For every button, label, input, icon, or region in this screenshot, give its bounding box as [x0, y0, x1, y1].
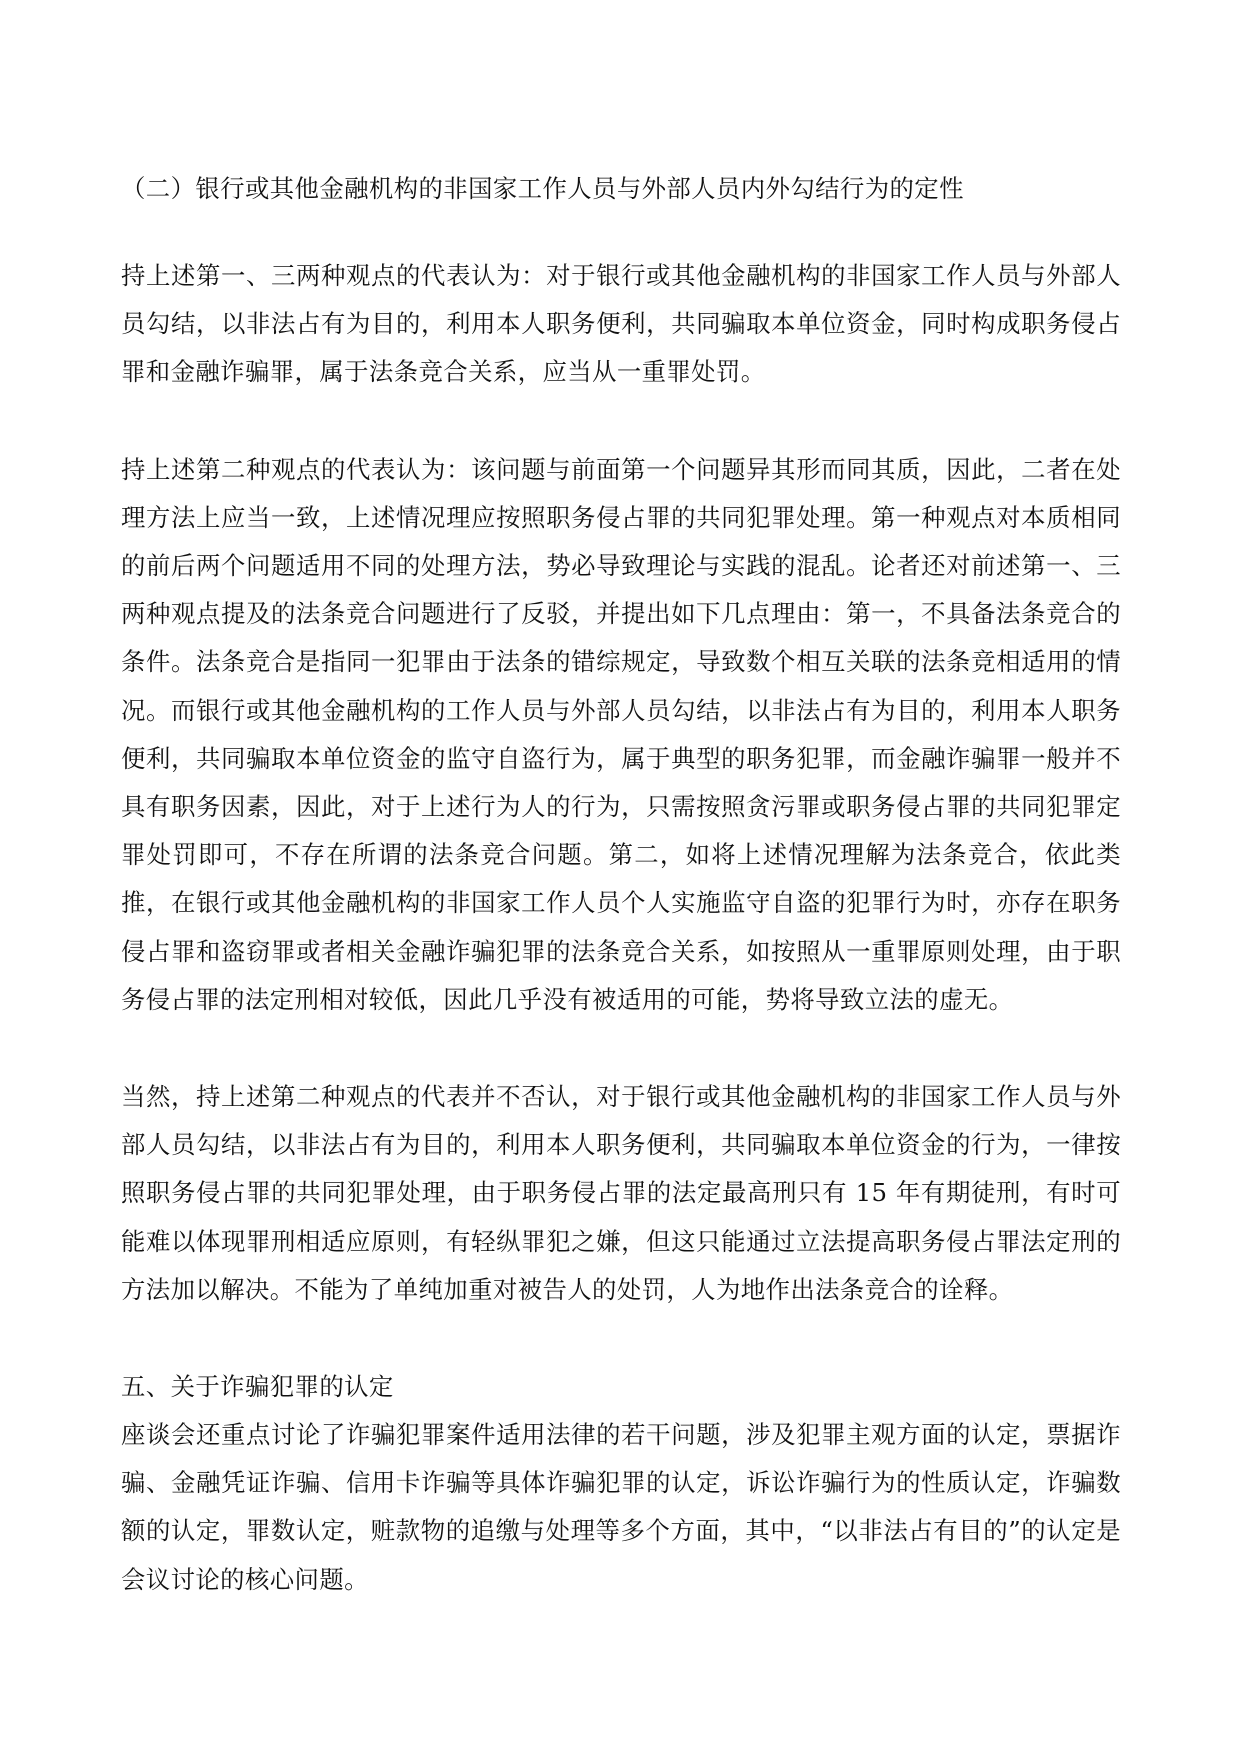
paragraph-first-third-views: 持上述第一、三两种观点的代表认为：对于银行或其他金融机构的非国家工作人员与外部人员勾结，以非法占有为目的，利用本人职务便利，共同骗取本单位资金，同时构成职务侵占罪和金融诈骗罪，属于法条竞合关系，应当从一重罪处罚。 — [121, 261, 1121, 387]
document-body — [121, 165, 1121, 1604]
subsection-heading: （二）银行或其他金融机构的非国家工作人员与外部人员内外勾结行为的定性 — [121, 174, 964, 203]
section-heading-fraud: 五、关于诈骗犯罪的认定 — [121, 1372, 394, 1402]
paragraph-second-view: 持上述第二种观点的代表认为：该问题与前面第一个问题异其形而同其质，因此，二者在处理方法上应当一致，上述情况理应按照职务侵占罪的共同犯罪处理。第一种观点对本质相同的前后两个问题适用不同的处理方法，势必导致理论与实践的混乱。论者还对前述第一、三两种观点提及的法条竞合问题进行了反驳，并提出如下几点理由：第一，不具备法条竞合的条件。法条竞合是指同一犯罪由于法条的错综规定，导致数个相互关联的法条竞相适用的情况。而银行或其他金融机构的工作人员与外部人员勾结，以非法占有为目的，利用本人职务便利，共同骗取本单位资金的监守自盗行为，属于典型的职务犯罪，而金融诈骗罪一般并不具有职务因素，因此，对于上述行为人的行为，只需按照贪污罪或职务侵占罪的共同犯罪定罪处罚即可，不存在所谓的法条竞合问题。第二，如将上述情况理解为法条竞合，依此类推，在银行或其他金融机构的非国家工作人员个人实施监守自盗的犯罪行为时，亦存在职务侵占罪和盗窃罪或者相关金融诈骗犯罪的法条竞合关系，如按照从一重罪原则处理，由于职务侵占罪的法定刑相对较低，因此几乎没有被适用的可能，势将导致立法的虚无。 — [121, 454, 1121, 1014]
paragraph-fraud-discussion: 座谈会还重点讨论了诈骗犯罪案件适用法律的若干问题，涉及犯罪主观方面的认定，票据诈骗、金融凭证诈骗、信用卡诈骗等具体诈骗犯罪的认定，诉讼诈骗行为的性质认定，诈骗数额的认定，罪数认定，赃款物的追缴与处理等多个方面，其中，“以非法占有目的”的认定是会议讨论的核心问题。 — [121, 1420, 1121, 1594]
paragraph-second-view-caveat: 当然，持上述第二种观点的代表并不否认，对于银行或其他金融机构的非国家工作人员与外部人员勾结，以非法占有为目的，利用本人职务便利，共同骗取本单位资金的行为，一律按照职务侵占罪的共同犯罪处理，由于职务侵占罪的法定最高刑只有 15 年有期徒刑，有时可能难以体现罪刑相适应原则，有轻纵罪犯之嫌，但这只能通过立法提高职务侵占罪法定刑的方法加以解决。不能为了单纯加重对被告人的处罚，人为地作出法条竞合的诠释。 — [121, 1082, 1121, 1304]
